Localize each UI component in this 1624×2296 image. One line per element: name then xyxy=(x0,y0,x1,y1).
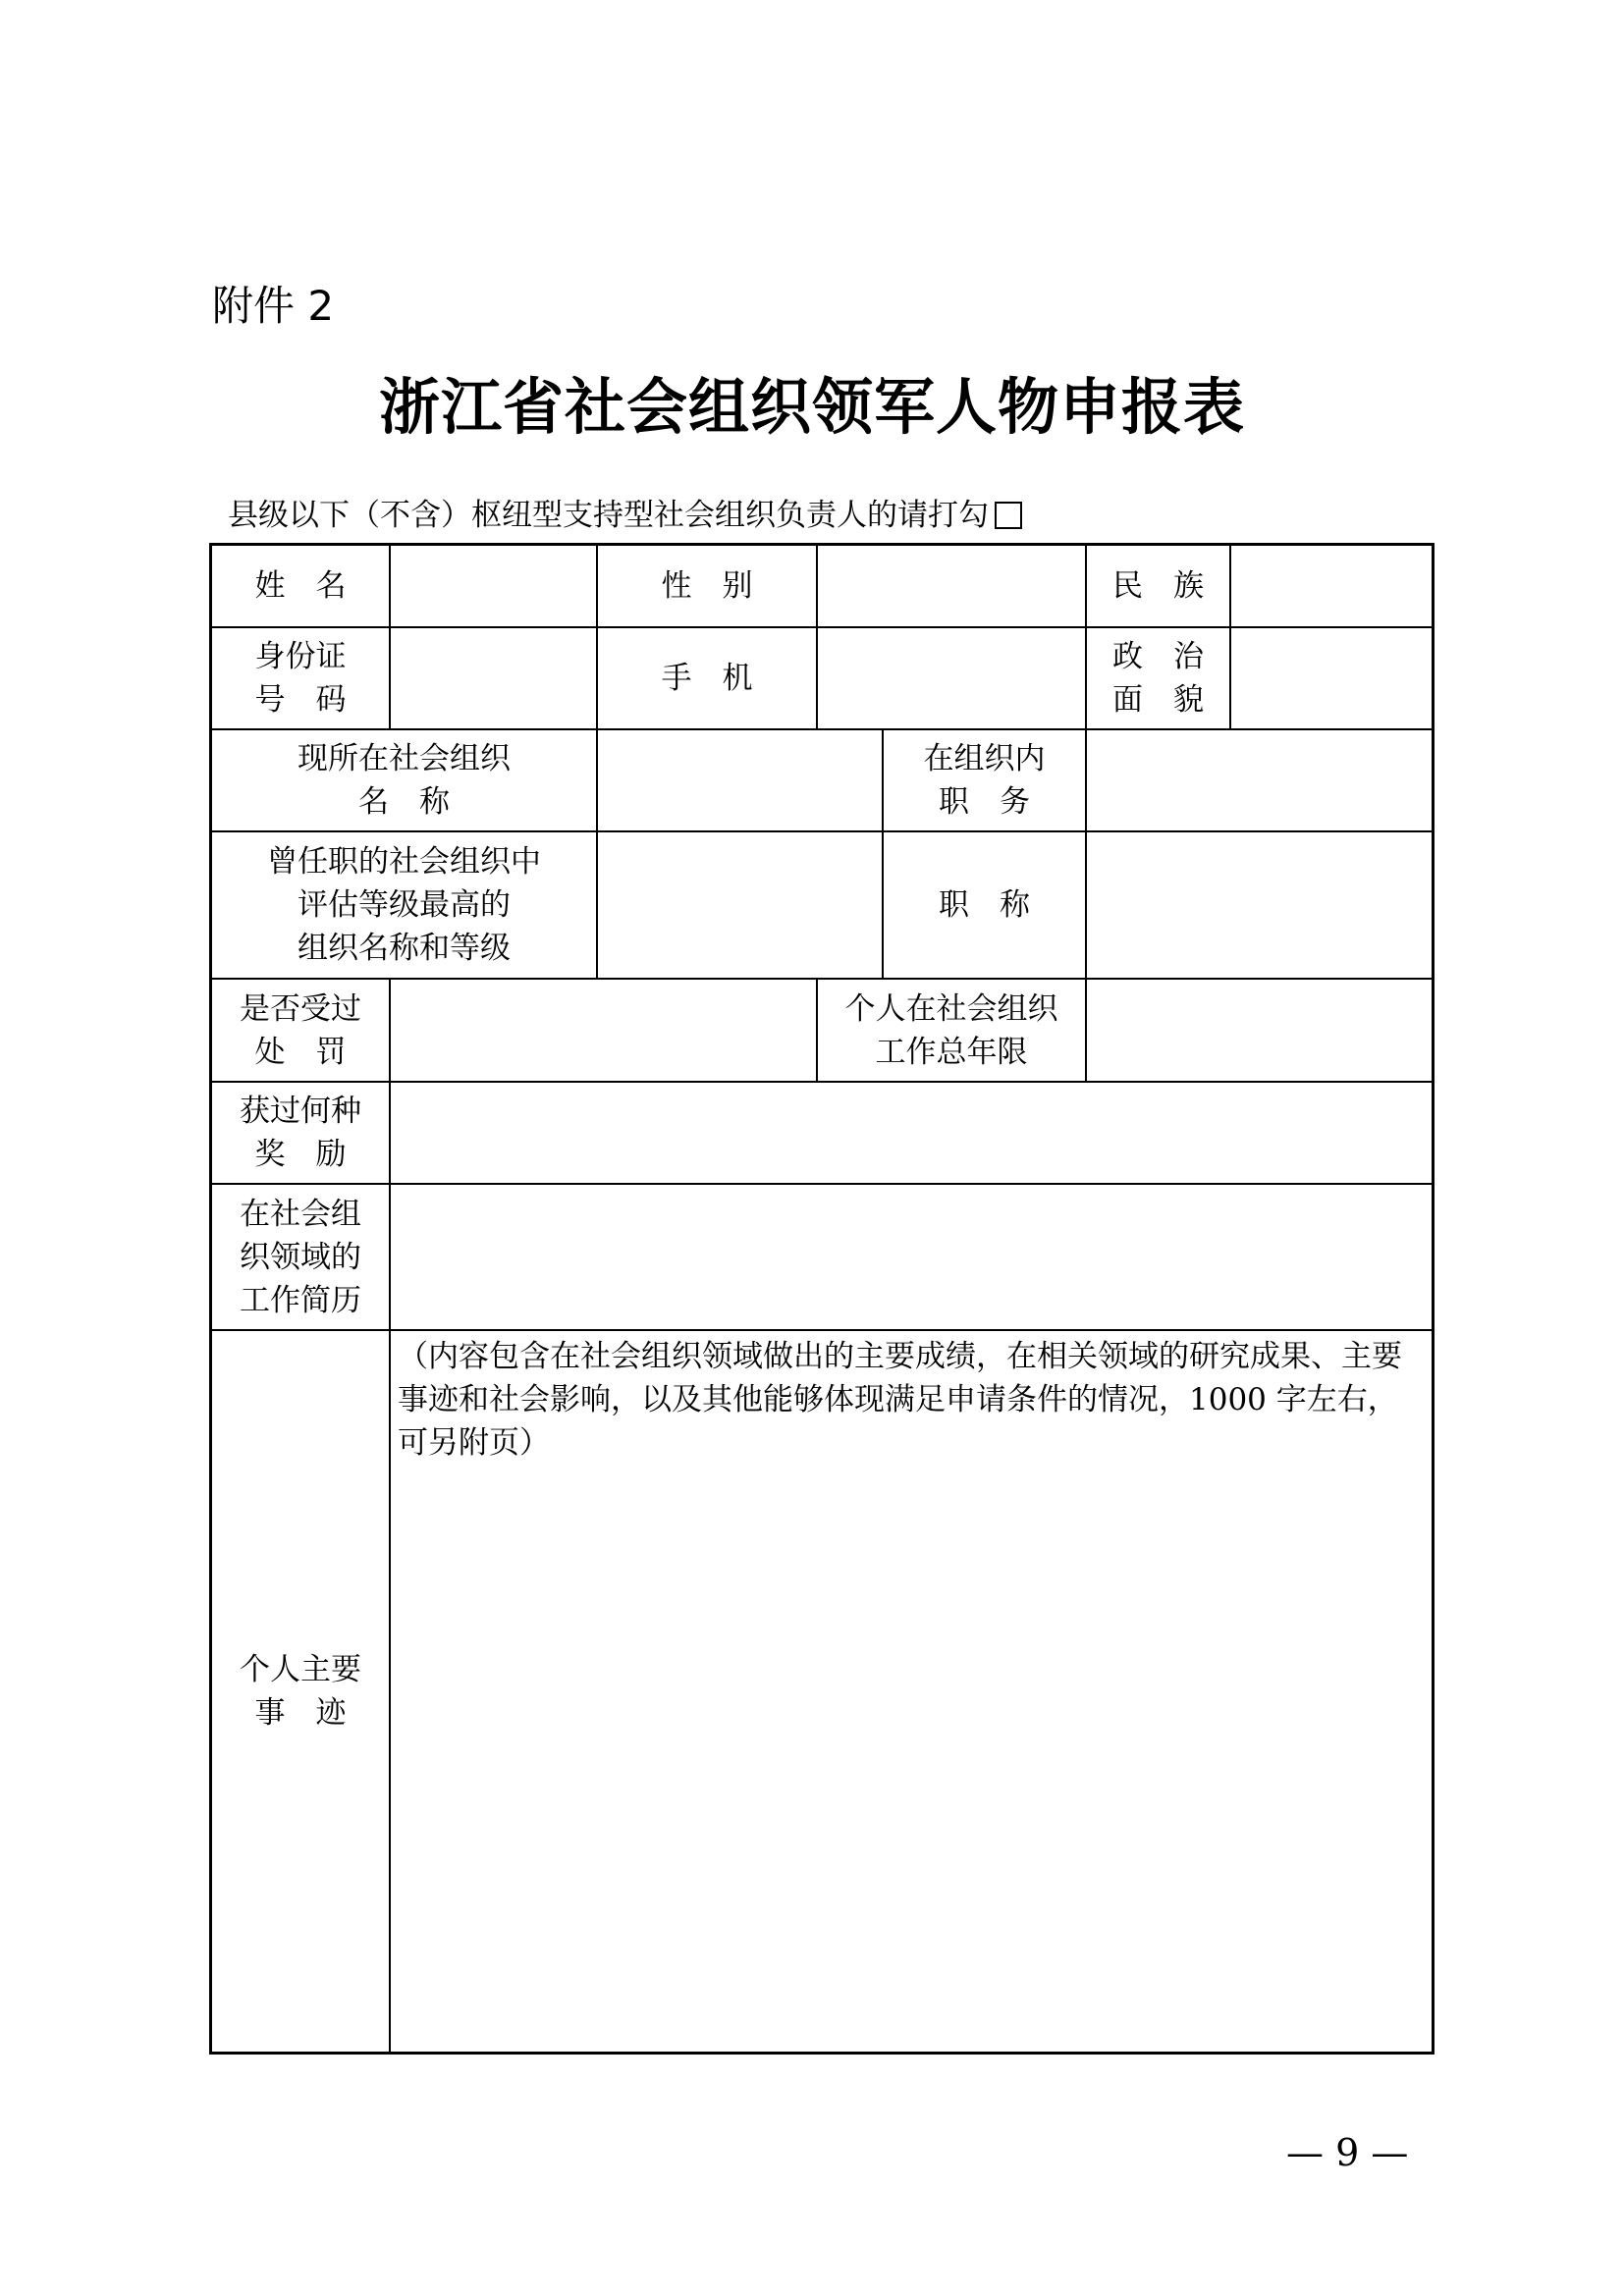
professional-title-field[interactable] xyxy=(1087,832,1432,978)
former-org-label: 曾任职的社会组织中 评估等级最高的 组织名称和等级 xyxy=(267,844,541,966)
work-resume-label: 在社会组 织领域的 工作简历 xyxy=(240,1196,361,1318)
work-resume-field[interactable] xyxy=(391,1185,1432,1329)
work-years-label: 个人在社会组织 工作总年限 xyxy=(844,990,1058,1070)
page-title: 浙江省社会组织领军人物申报表 xyxy=(378,371,1245,443)
id-number-label: 身份证 号 码 xyxy=(254,639,347,718)
checkbox-note-text: 县级以下（不含）枢纽型支持型社会组织负责人的请打勾 xyxy=(228,498,989,533)
main-deeds-label: 个人主要 事 迹 xyxy=(240,1652,361,1731)
penalty-label: 是否受过 处 罚 xyxy=(240,990,361,1070)
page-number: — 9 — xyxy=(1286,2131,1409,2174)
current-org-field[interactable] xyxy=(598,730,882,830)
main-deeds-hint: （内容包含在社会组织领域做出的主要成绩，在相关领域的研究成果、主要事迹和社会影响，以及其他能够体现满足申请条件的情况，1000 字左右，可另附页） xyxy=(398,1339,1402,1461)
gender-label: 性 别 xyxy=(661,568,753,604)
checkbox-note xyxy=(228,491,1022,540)
hub-org-checkbox[interactable] xyxy=(995,502,1022,529)
political-status-label: 政 治 面 貌 xyxy=(1112,639,1204,718)
phone-label: 手 机 xyxy=(661,661,753,696)
penalty-field[interactable] xyxy=(391,980,816,1081)
awards-field[interactable] xyxy=(391,1083,1432,1183)
former-org-field[interactable] xyxy=(598,832,882,978)
gender-field[interactable] xyxy=(818,546,1085,626)
id-number-field[interactable] xyxy=(391,628,596,728)
attachment-label: 附件 2 xyxy=(212,282,335,330)
work-years-field[interactable] xyxy=(1087,980,1432,1081)
political-status-field[interactable] xyxy=(1231,628,1432,728)
org-position-label: 在组织内 职 务 xyxy=(923,741,1046,820)
ethnicity-field[interactable] xyxy=(1231,546,1432,626)
name-field[interactable] xyxy=(391,546,596,626)
current-org-label: 现所在社会组织 名 称 xyxy=(298,741,511,820)
ethnicity-label: 民 族 xyxy=(1112,568,1204,604)
org-position-field[interactable] xyxy=(1087,730,1432,830)
awards-label: 获过何种 奖 励 xyxy=(240,1094,361,1172)
phone-field[interactable] xyxy=(818,628,1085,728)
professional-title-label: 职 称 xyxy=(939,887,1030,923)
name-label: 姓 名 xyxy=(254,568,347,604)
